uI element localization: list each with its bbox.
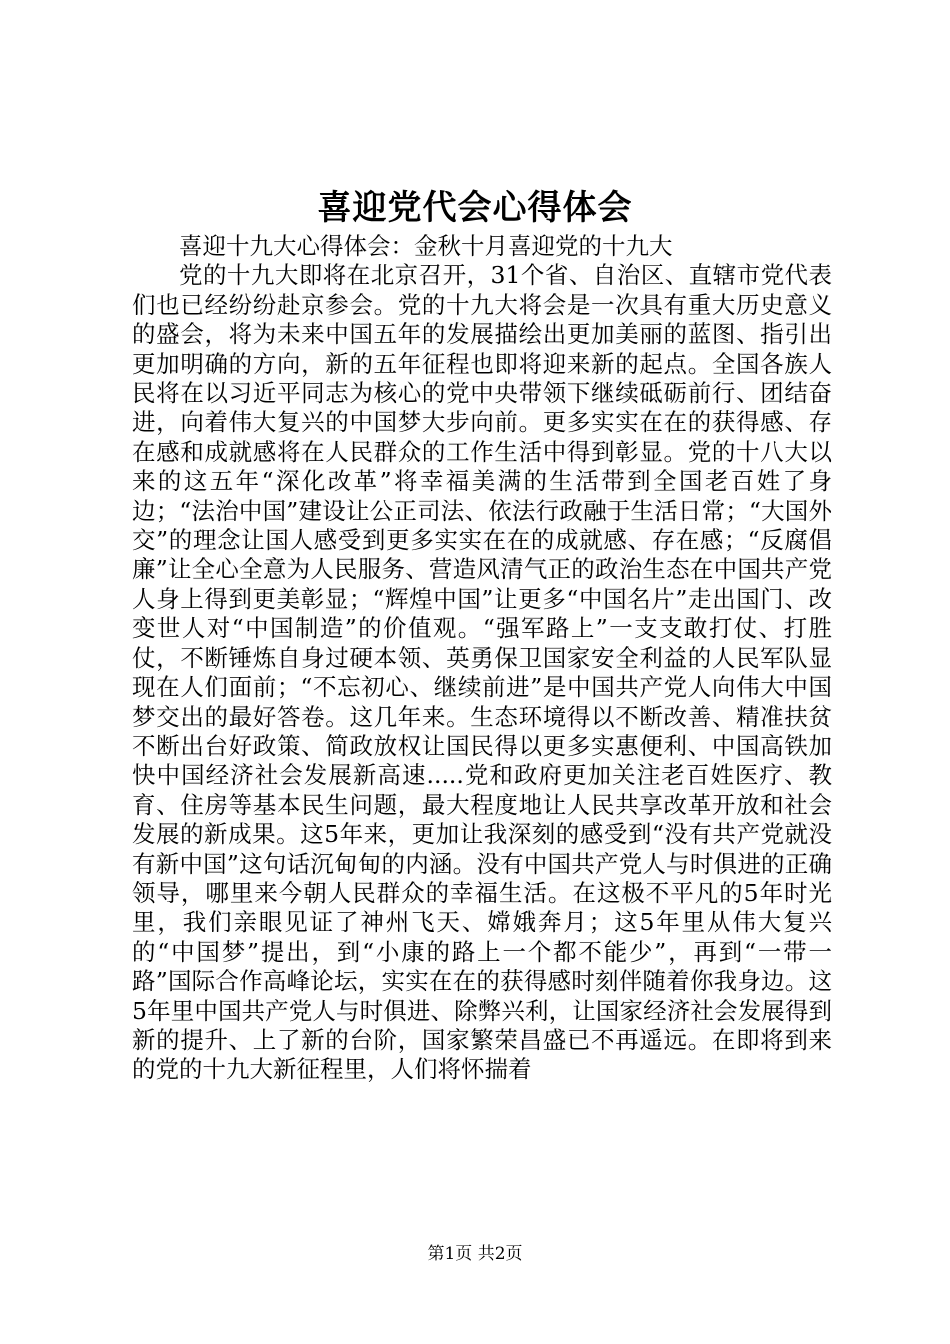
page-number-footer: 第1页 共2页 — [427, 1244, 523, 1264]
document-title: 喜迎党代会心得体会 — [317, 188, 633, 228]
body-paragraph: 党的十九大即将在北京召开，31个省、自治区、直辖市党代表们也已经纷纷赴京参会。党的十九大将会是一次具有重大历史意义的盛会，将为未来中国五年的发展描绘出更加美丽的蓝图、指引出更加明确的方向，新的五年征程也即将迎来新的起点。全国各族人民将在以习近平同志为核心的党中央带领下继续砥砺前行、团结奋进，向着伟大复兴的中国梦大步向前。更多实实在在的获得感、存在感和成就感将在人民群众的工作生活中得到彰显。党的十八大以来的这五年“深化改革”将幸福美满的生活带到全国老百姓了身边；“法治中国”建设让公正司法、依法行政融于生活日常；“大国外交”的理念让国人感受到更多实实在在的成就感、存在感；“反腐倡廉”让全心全意为人民服务、营造风清气正的政治生态在中国共产党人身上得到更美彰显；“辉煌中国”让更多“中国名片”走出国门、改变世人对“中国制造”的价值观。“强军路上”一支支敢打仗、打胜仗，不断锤炼自身过硬本领、英勇保卫国家安全利益的人民军队显现在人们面前；“不忘初心、继续前进”是中国共产党人向伟大中国梦交出的最好答卷。这几年来。生态环境得以不断改善、精准扶贫不断出台好政策、简政放权让国民得以更多实惠便利、中国高铁加快中国经济社会发展新高速.....党和政府更加关注老百姓医疗、教育、住房等基本民生问题，最大程度地让人民共享改革开放和社会发展的新成果。这5年来，更加让我深刻的感受到“没有共产党就没有新中国”这句话沉甸甸的内涵。没有中国共产党人与时俱进的正确领导，哪里来今朝人民群众的幸福生活。在这极不平凡的5年时光里，我们亲眼见证了神州飞天、嫦娥奔月；这5年里从伟大复兴的“中国梦”提出，到“小康的路上一个都不能少”，再到“一带一路”国际合作高峰论坛，实实在在的获得感时刻伴随着你我身边。这5年里中国共产党人与时俱进、除弊兴利，让国家经济社会发展得到新的提升、上了新的台阶，国家繁荣昌盛已不再遥远。在即将到来的党的十九大新征程里，人们将怀揣着 — [132, 261, 832, 1084]
document-subtitle: 喜迎十九大心得体会：金秋十月喜迎党的十九大 — [179, 232, 673, 260]
document-body — [132, 232, 832, 1085]
